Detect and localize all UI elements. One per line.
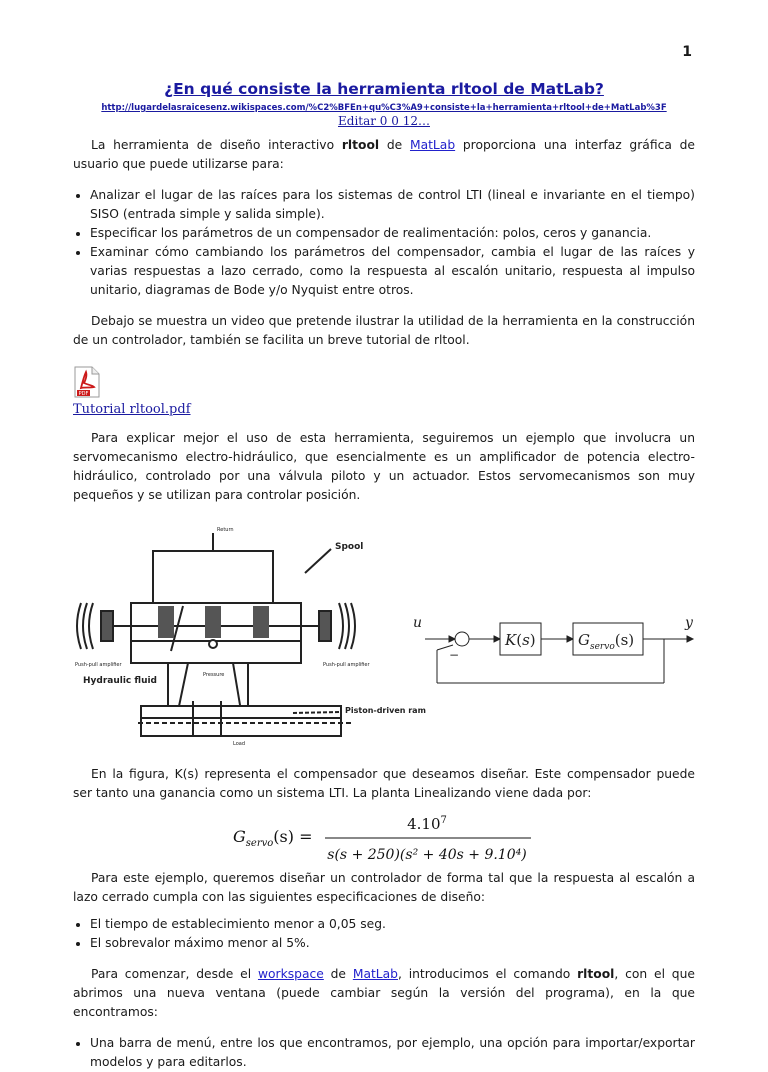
specs-list bbox=[73, 915, 695, 953]
svg-text:u: u bbox=[413, 615, 423, 631]
svg-text:Return: Return bbox=[217, 527, 234, 533]
pdf-icon[interactable] bbox=[73, 366, 101, 398]
uses-list bbox=[73, 186, 695, 300]
svg-text:s(s + 250)(s² + 40s + 9.10⁴): s(s + 250)(s² + 40s + 9.10⁴) bbox=[327, 847, 527, 863]
svg-text:Push-pull amplifier: Push-pull amplifier bbox=[323, 662, 370, 668]
spec-intro-paragraph: Para este ejemplo, queremos diseñar un controlador de forma tal que la respuesta al escalón a lazo cerrado cumpla con las siguientes especificaciones de diseño: bbox=[73, 871, 695, 904]
list-item: • Especificar los parámetros de un compensador de realimentación: polos, ceros y ganancia. bbox=[90, 224, 695, 243]
svg-text:Spool: Spool bbox=[335, 542, 364, 552]
page-title[interactable]: ¿En qué consiste la herramienta rltool de MatLab? bbox=[164, 80, 604, 98]
svg-text:Gservo(s): $G_{servo}(s)$ bbox=[578, 631, 635, 652]
document-body bbox=[73, 80, 695, 1072]
transfer-function-equation bbox=[73, 809, 695, 865]
list-item: • Una barra de menú, entre los que encontramos, por ejemplo, una opción para importar/exportar modelos y para editarlos. bbox=[90, 1034, 695, 1072]
page-number: 1 bbox=[682, 44, 692, 60]
source-url-link[interactable]: http://lugardelasraicesenz.wikispaces.com/%C2%BFEn+qu%C3%A9+consiste+la+herramienta+rltool+de+MatLab%3F bbox=[101, 103, 667, 113]
svg-text:4.107: 4.10$^7$ bbox=[407, 815, 447, 833]
controller-block-label: K(s) bbox=[505, 631, 536, 649]
list-item: • Examinar cómo cambiando los parámetros del compensador, cambia el lugar de las raíces y varias respuestas a lazo cerrado, como la respuesta al escalón unitario, respuesta al impulso unitario, diagramas de Bode y/o Nyquist entre otros. bbox=[90, 243, 695, 300]
svg-text:Piston-driven ram: Piston-driven ram bbox=[345, 706, 426, 715]
svg-text:PDF: PDF bbox=[78, 391, 89, 397]
tutorial-pdf-link[interactable]: Tutorial rltool.pdf bbox=[73, 402, 191, 417]
svg-text:Hydraulic fluid: Hydraulic fluid bbox=[83, 676, 158, 686]
list-item: • El tiempo de establecimiento menor a 0,05 seg. bbox=[90, 915, 695, 934]
servo-mechanism-figure bbox=[73, 521, 426, 747]
figures-row bbox=[73, 521, 695, 749]
svg-text:Load: Load bbox=[233, 741, 245, 747]
find-list bbox=[73, 1034, 695, 1072]
list-item: • Analizar el lugar de las raíces para los sistemas de control LTI (lineal e invariante en el tiempo) SISO (entrada simple y salida simple). bbox=[90, 186, 695, 224]
servo-paragraph: Para explicar mejor el uso de esta herramienta, seguiremos un ejemplo que involucra un servomecanismo electro-hidráulico, que esencialmente es un amplificador de potencia electro-hidráulico, controlado por una válvula piloto y un actuador. Estos servomecanismos son muy pequeños y se utilizan para controlar posición. bbox=[73, 431, 695, 502]
svg-text:Push-pull amplifier: Push-pull amplifier bbox=[75, 662, 122, 668]
svg-text:y: y bbox=[685, 615, 693, 631]
equation-graphic bbox=[229, 809, 539, 865]
start-paragraph: Para comenzar, desde el workspace de MatLab, introducimos el comando rltool, con el que abrimos una nueva ventana (puede cambiar según la versión del programa), en la que encontramos: bbox=[73, 967, 695, 1019]
rltool-bold: rltool bbox=[341, 138, 380, 152]
svg-text:Gservo(s) =: $G_{servo}(s)$ = bbox=[233, 827, 313, 849]
svg-text:−: − bbox=[449, 648, 460, 662]
video-paragraph: Debajo se muestra un video que pretende ilustrar la utilidad de la herramienta en la construcción de un controlador, también se facilita un breve tutorial de rltool. bbox=[73, 314, 695, 347]
list-item: • El sobrevalor máximo menor al 5%. bbox=[90, 934, 695, 953]
edit-link[interactable]: Editar 0 0 12… bbox=[338, 114, 430, 128]
block-diagram bbox=[409, 609, 705, 709]
matlab-link[interactable]: MatLab bbox=[409, 138, 456, 152]
matlab-link-2[interactable]: MatLab bbox=[352, 967, 398, 981]
figure-paragraph: En la figura, K(s) representa el compensador que deseamos diseñar. Este compensador puede ser tanto una ganancia como un sistema LTI. La planta Linealizando viene dada por: bbox=[73, 767, 695, 800]
workspace-link[interactable]: workspace bbox=[257, 967, 324, 981]
svg-text:Pressure: Pressure bbox=[203, 672, 225, 678]
intro-paragraph: La herramienta de diseño interactivo rltool de MatLab proporciona una interfaz gráfica de usuario que puede utilizarse para: bbox=[73, 138, 695, 171]
